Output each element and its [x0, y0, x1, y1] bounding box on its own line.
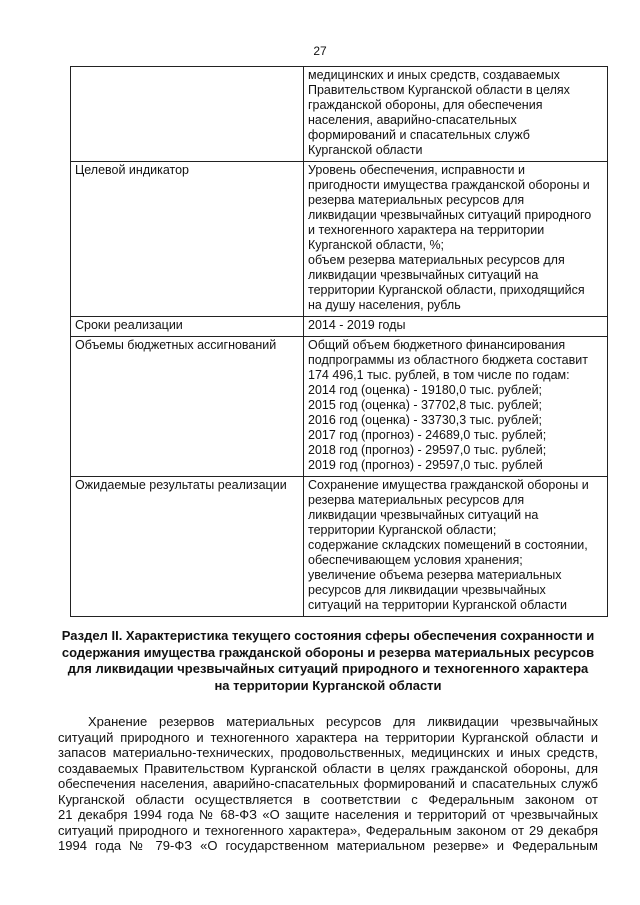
row-value — [304, 477, 608, 617]
text-line: медицинских и иных средств, создаваемых — [308, 68, 560, 82]
paragraph-line: 21 декабря 1994 года № 68-ФЗ «О защите населения и территорий от чрезвычайных — [58, 807, 598, 822]
row-value — [304, 162, 608, 317]
text-line: резерва материальных ресурсов для — [308, 493, 525, 507]
text-line: резерва материальных ресурсов для — [308, 193, 525, 207]
row-label — [71, 67, 304, 162]
title-line: Раздел II. Характеристика текущего состояния сферы обеспечения сохранности и — [61, 628, 595, 643]
text-line: 2017 год (прогноз) - 24689,0 тыс. рублей; — [308, 428, 547, 442]
text-line: Правительством Курганской области в целях — [308, 83, 570, 97]
table-row-expected-results — [71, 477, 608, 617]
paragraph-line: ситуаций природного и техногенного характера», Федеральным законом от 29 декабря — [58, 822, 598, 838]
text-line: формирований и спасательных служб — [308, 128, 530, 142]
title-line: на территории Курганской области — [214, 677, 442, 693]
title-line: для ликвидации чрезвычайных ситуаций природного и техногенного характера — [67, 661, 589, 676]
row-value — [304, 317, 608, 337]
text-line: пригодности имущества гражданской обороны и — [308, 178, 590, 192]
text-line: территории Курганской области; — [308, 523, 497, 537]
paragraph-line: ситуаций природного и техногенного характера на территории Курганской области и — [58, 729, 598, 745]
text-line: ликвидации чрезвычайных ситуаций природного — [308, 208, 592, 222]
paragraph-line: Курганской области осуществляется в соответствии с Федеральным законом от — [58, 791, 598, 807]
passport-table — [70, 66, 608, 617]
text-line: гражданской обороны, для обеспечения — [308, 98, 543, 112]
text-line: ресурсов для ликвидации чрезвычайных — [308, 583, 546, 597]
text-line: Курганской области, %; — [308, 238, 445, 252]
text-line: увеличение объема резерва материальных — [308, 568, 562, 582]
table-row-implementation-period — [71, 317, 608, 337]
title-line: содержания имущества гражданской обороны и резерва материальных ресурсов — [61, 644, 595, 660]
table-row-continued — [71, 67, 608, 162]
paragraph-line: запасов материально-технических, продовольственных, медицинских и иных средств, — [58, 745, 598, 760]
text-line: Общий объем бюджетного финансирования — [308, 338, 566, 352]
text-line: подпрограммы из областного бюджета составит — [308, 353, 588, 367]
row-label: Сроки реализации — [71, 317, 304, 337]
text-line: объем резерва материальных ресурсов для — [308, 253, 565, 267]
row-label: Целевой индикатор — [71, 162, 304, 317]
page-number: 27 — [313, 44, 327, 58]
text-line: 174 496,1 тыс. рублей, в том числе по годам: — [308, 368, 570, 382]
text-line: содержание складских помещений в состоянии, — [308, 538, 588, 552]
body-paragraph — [58, 714, 598, 854]
paragraph-line: создаваемых Правительством Курганской области в целях гражданской обороны, для — [58, 760, 598, 776]
row-value — [304, 337, 608, 477]
text-line: Курганской области — [308, 143, 423, 157]
text-line: Сохранение имущества гражданской обороны и — [308, 478, 589, 492]
text-line: 2018 год (прогноз) - 29597,0 тыс. рублей; — [308, 443, 547, 457]
text-line: на душу населения, рубль — [308, 298, 461, 312]
row-label: Объемы бюджетных ассигнований — [71, 337, 304, 477]
text-line: 2015 год (оценка) - 37702,8 тыс. рублей; — [308, 398, 543, 412]
row-value — [304, 67, 608, 162]
section-title — [58, 628, 598, 694]
text-line: населения, аварийно-спасательных — [308, 113, 517, 127]
text-line: Уровень обеспечения, исправности и — [308, 163, 525, 177]
paragraph-line: Хранение резервов материальных ресурсов для ликвидации чрезвычайных — [88, 714, 598, 729]
text-line: и техногенного характера на территории — [308, 223, 545, 237]
table-row-target-indicator — [71, 162, 608, 317]
text-line: ситуаций на территории Курганской области — [308, 598, 567, 612]
text-line: 2014 - 2019 годы — [308, 318, 406, 332]
text-line: обеспечивающем условия хранения; — [308, 553, 523, 567]
text-line: 2014 год (оценка) - 19180,0 тыс. рублей; — [308, 383, 543, 397]
paragraph-line: обеспечения населения, аварийно-спасательных формирований и спасательных служб — [58, 776, 598, 791]
text-line: ликвидации чрезвычайных ситуаций на — [308, 508, 539, 522]
text-line: территории Курганской области, приходящийся — [308, 283, 585, 297]
text-line: ликвидации чрезвычайных ситуаций на — [308, 268, 539, 282]
row-label: Ожидаемые результаты реализации — [71, 477, 304, 617]
table-row-budget — [71, 337, 608, 477]
paragraph-line: 1994 года № 79-ФЗ «О государственном материальном резерве» и Федеральным — [58, 838, 598, 853]
text-line: 2016 год (оценка) - 33730,3 тыс. рублей; — [308, 413, 543, 427]
text-line: 2019 год (прогноз) - 29597,0 тыс. рублей — [308, 458, 543, 472]
